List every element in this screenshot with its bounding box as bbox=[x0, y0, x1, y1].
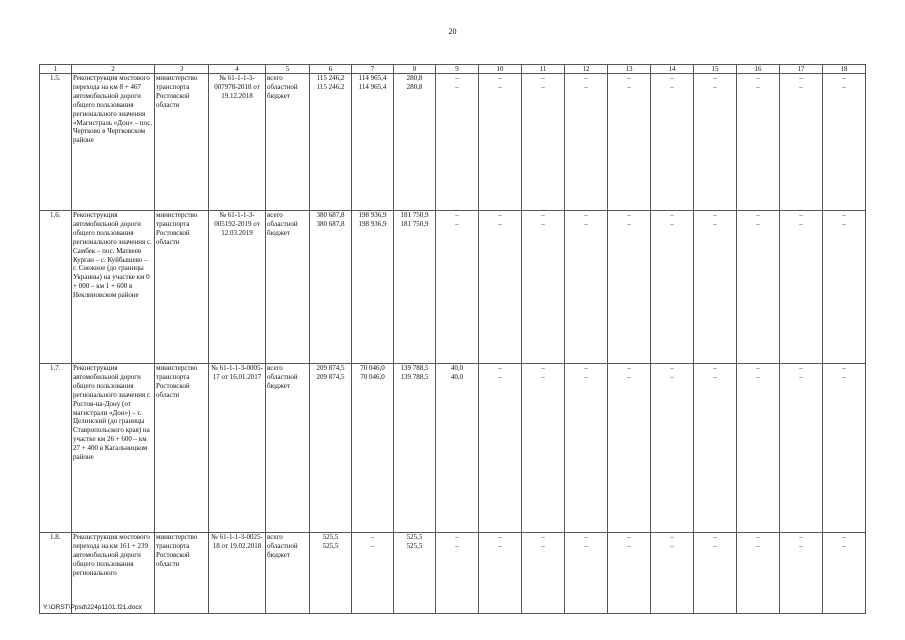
amount-cell-c7 bbox=[352, 211, 394, 364]
cell-value: областной бюджет bbox=[267, 372, 298, 390]
organization-cell: министерство транспорта Ростовской области bbox=[155, 364, 209, 533]
cell-value: – bbox=[498, 533, 502, 541]
cell-value: 380 687,8 bbox=[316, 211, 345, 219]
funding-source-cell bbox=[266, 211, 310, 364]
amount-cell-c7 bbox=[352, 74, 394, 211]
cell-value: – bbox=[670, 541, 674, 550]
cell-value: 70 046,0 bbox=[360, 364, 385, 372]
amount-cell-c8 bbox=[394, 533, 436, 614]
amount-cell-c15 bbox=[694, 211, 737, 364]
amount-cell-c14 bbox=[651, 74, 694, 211]
amount-cell-c9 bbox=[436, 74, 479, 211]
cell-value: – bbox=[541, 533, 545, 541]
cell-value: – bbox=[584, 82, 588, 91]
amount-cell-c13 bbox=[608, 211, 651, 364]
cell-value: – bbox=[584, 211, 588, 219]
cell-value: – bbox=[713, 211, 717, 219]
amount-cell-c13 bbox=[608, 74, 651, 211]
column-header-18: 18 bbox=[823, 65, 866, 74]
table-row bbox=[40, 364, 866, 533]
column-number-row bbox=[40, 65, 866, 74]
cell-value: 209 874,5 bbox=[316, 372, 345, 381]
cell-value: – bbox=[498, 82, 502, 91]
amount-cell-c9 bbox=[436, 364, 479, 533]
object-name-cell: Реконструкция мостового перехода на км 161 + 239 автомобильной дороги общего пользования регионального bbox=[72, 533, 155, 614]
cell-value: – bbox=[584, 74, 588, 82]
cell-value: 280,8 bbox=[406, 82, 423, 91]
cell-value: – bbox=[842, 372, 846, 381]
cell-value: всего bbox=[267, 364, 283, 372]
cell-value: 181 750,9 bbox=[400, 219, 429, 228]
cell-value: – bbox=[713, 372, 717, 381]
cell-value: 181 750,9 bbox=[400, 211, 429, 219]
cell-value: – bbox=[842, 211, 846, 219]
column-header-16: 16 bbox=[737, 65, 780, 74]
amount-cell-c12 bbox=[565, 74, 608, 211]
amount-cell-c9 bbox=[436, 533, 479, 614]
cell-value: – bbox=[756, 211, 760, 219]
cell-value: – bbox=[842, 82, 846, 91]
amount-cell-c6 bbox=[310, 211, 352, 364]
cell-value: – bbox=[627, 541, 631, 550]
object-name-cell: Реконструкция мостового перехода на км 8 + 467 автомобильной дороги общего пользования регионального значения «Магистраль «Дон» – пос. Чертково в Чертковском районе bbox=[72, 74, 155, 211]
amount-cell-c17 bbox=[780, 74, 823, 211]
cell-value: – bbox=[455, 533, 459, 541]
column-header-7: 7 bbox=[352, 65, 394, 74]
cell-value: – bbox=[756, 74, 760, 82]
amount-cell-c17 bbox=[780, 364, 823, 533]
amount-cell-c15 bbox=[694, 533, 737, 614]
column-header-5: 5 bbox=[266, 65, 310, 74]
cell-value: – bbox=[627, 74, 631, 82]
amount-cell-c15 bbox=[694, 364, 737, 533]
cell-value: – bbox=[370, 533, 375, 541]
cell-value: – bbox=[455, 82, 459, 91]
cell-value: – bbox=[756, 541, 760, 550]
cell-value: – bbox=[455, 211, 459, 219]
cell-value: 115 246,2 bbox=[316, 74, 345, 82]
cell-value: – bbox=[713, 82, 717, 91]
amount-cell-c7 bbox=[352, 533, 394, 614]
column-header-8: 8 bbox=[394, 65, 436, 74]
column-header-13: 13 bbox=[608, 65, 651, 74]
organization-cell: министерство транспорта Ростовской области bbox=[155, 74, 209, 211]
amount-cell-c8 bbox=[394, 211, 436, 364]
table-row bbox=[40, 533, 866, 614]
amount-cell-c11 bbox=[522, 364, 565, 533]
amount-cell-c18 bbox=[823, 74, 866, 211]
column-header-4: 4 bbox=[209, 65, 266, 74]
cell-value: – bbox=[799, 372, 803, 381]
amount-cell-c14 bbox=[651, 211, 694, 364]
amount-cell-c11 bbox=[522, 533, 565, 614]
cell-value: – bbox=[498, 364, 502, 372]
cell-value: 198 936,9 bbox=[358, 211, 387, 219]
cell-value: – bbox=[670, 533, 674, 541]
cell-value: – bbox=[584, 364, 588, 372]
column-header-1: 1 bbox=[40, 65, 72, 74]
cell-value: – bbox=[799, 211, 803, 219]
funding-source-cell bbox=[266, 74, 310, 211]
amount-cell-c6 bbox=[310, 74, 352, 211]
cell-value: всего bbox=[267, 74, 283, 82]
organization-cell: министерство транспорта Ростовской области bbox=[155, 533, 209, 614]
cell-value: – bbox=[541, 541, 545, 550]
cell-value: 139 788,5 bbox=[400, 372, 429, 381]
column-header-10: 10 bbox=[479, 65, 522, 74]
amount-cell-c16 bbox=[737, 533, 780, 614]
cell-value: – bbox=[670, 372, 674, 381]
column-header-2: 2 bbox=[72, 65, 155, 74]
amount-cell-c10 bbox=[479, 74, 522, 211]
cell-value: 40,0 bbox=[450, 364, 464, 372]
column-header-17: 17 bbox=[780, 65, 823, 74]
amount-cell-c6 bbox=[310, 533, 352, 614]
cell-value: – bbox=[670, 219, 674, 228]
amount-cell-c15 bbox=[694, 74, 737, 211]
amount-cell-c9 bbox=[436, 211, 479, 364]
cell-value: – bbox=[670, 364, 674, 372]
cell-value: – bbox=[799, 541, 803, 550]
amount-cell-c12 bbox=[565, 211, 608, 364]
cell-value: – bbox=[627, 533, 631, 541]
file-path-footer: Y:\ORST\Ppsd\224p1101.f21.docx bbox=[43, 604, 142, 611]
funding-source-cell bbox=[266, 533, 310, 614]
document-number-cell: № 61-1-1-3-007978-2018 от 19.12.2018 bbox=[209, 74, 266, 211]
object-name-cell: Реконструкция автомобильной дороги общего пользования регионального значения с. Самбек – пос. Матвеев Курган – с. Куйбышево – г. Снежное (до границы Украины) на участке км 0 + 000 – км 1 + 600 в Неклиновском районе bbox=[72, 211, 155, 364]
cell-value: – bbox=[584, 533, 588, 541]
cell-value: – bbox=[799, 533, 803, 541]
row-number-cell: 1.5. bbox=[40, 74, 72, 211]
amount-cell-c11 bbox=[522, 211, 565, 364]
cell-value: – bbox=[670, 74, 674, 82]
cell-value: 114 965,4 bbox=[358, 74, 387, 82]
amount-cell-c10 bbox=[479, 211, 522, 364]
cell-value: 525,5 bbox=[322, 541, 339, 550]
amount-cell-c7 bbox=[352, 364, 394, 533]
cell-value: – bbox=[799, 74, 803, 82]
table-row bbox=[40, 211, 866, 364]
cell-value: – bbox=[584, 219, 588, 228]
cell-value: областной бюджет bbox=[267, 541, 298, 559]
cell-value: – bbox=[541, 364, 545, 372]
amount-cell-c18 bbox=[823, 533, 866, 614]
amount-cell-c18 bbox=[823, 211, 866, 364]
table-row bbox=[40, 74, 866, 211]
cell-value: 70 046,0 bbox=[360, 372, 385, 381]
cell-value: – bbox=[541, 82, 545, 91]
cell-value: – bbox=[842, 541, 846, 550]
document-number-cell: № 61-1-1-3-0005-17 от 16.01.2017 bbox=[209, 364, 266, 533]
cell-value: 209 874,5 bbox=[316, 364, 345, 372]
cell-value: – bbox=[713, 541, 717, 550]
cell-value: 114 965,4 bbox=[358, 82, 387, 91]
cell-value: – bbox=[756, 533, 760, 541]
cell-value: областной бюджет bbox=[267, 82, 298, 100]
cell-value: 280,8 bbox=[406, 74, 423, 82]
cell-value: – bbox=[713, 533, 717, 541]
cell-value: – bbox=[670, 211, 674, 219]
cell-value: – bbox=[627, 364, 631, 372]
cell-value: – bbox=[756, 82, 760, 91]
cell-value: – bbox=[799, 82, 803, 91]
organization-cell: министерство транспорта Ростовской области bbox=[155, 211, 209, 364]
cell-value: 139 788,5 bbox=[400, 364, 429, 372]
cell-value: – bbox=[756, 364, 760, 372]
cell-value: – bbox=[498, 211, 502, 219]
cell-value: – bbox=[627, 372, 631, 381]
cell-value: 380 687,8 bbox=[316, 219, 345, 228]
row-number-cell: 1.6. bbox=[40, 211, 72, 364]
cell-value: всего bbox=[267, 211, 283, 219]
cell-value: – bbox=[541, 372, 545, 381]
cell-value: – bbox=[842, 533, 846, 541]
cell-value: 40,0 bbox=[450, 372, 464, 381]
cell-value: – bbox=[627, 211, 631, 219]
cell-value: 198 936,9 bbox=[358, 219, 387, 228]
cell-value: – bbox=[584, 541, 588, 550]
cell-value: – bbox=[498, 541, 502, 550]
column-header-9: 9 bbox=[436, 65, 479, 74]
amount-cell-c16 bbox=[737, 211, 780, 364]
cell-value: – bbox=[455, 74, 459, 82]
cell-value: – bbox=[541, 74, 545, 82]
document-number-cell: № 61-1-1-3-0025-18 от 19.02.2018 bbox=[209, 533, 266, 614]
cell-value: – bbox=[455, 541, 459, 550]
amount-cell-c12 bbox=[565, 364, 608, 533]
amount-cell-c14 bbox=[651, 364, 694, 533]
amount-cell-c10 bbox=[479, 364, 522, 533]
amount-cell-c8 bbox=[394, 74, 436, 211]
cell-value: – bbox=[842, 74, 846, 82]
cell-value: – bbox=[584, 372, 588, 381]
amount-cell-c6 bbox=[310, 364, 352, 533]
amount-cell-c16 bbox=[737, 74, 780, 211]
cell-value: – bbox=[498, 372, 502, 381]
cell-value: – bbox=[670, 82, 674, 91]
cell-value: – bbox=[799, 364, 803, 372]
amount-cell-c16 bbox=[737, 364, 780, 533]
amount-cell-c10 bbox=[479, 533, 522, 614]
cell-value: – bbox=[498, 219, 502, 228]
amount-cell-c18 bbox=[823, 364, 866, 533]
column-header-6: 6 bbox=[310, 65, 352, 74]
cell-value: – bbox=[455, 219, 459, 228]
amount-cell-c12 bbox=[565, 533, 608, 614]
amount-cell-c11 bbox=[522, 74, 565, 211]
column-header-3: 3 bbox=[155, 65, 209, 74]
cell-value: всего bbox=[267, 533, 283, 541]
funding-source-cell bbox=[266, 364, 310, 533]
cell-value: – bbox=[799, 219, 803, 228]
cell-value: 525,5 bbox=[406, 541, 423, 550]
amount-cell-c17 bbox=[780, 211, 823, 364]
cell-value: – bbox=[842, 219, 846, 228]
row-number-cell: 1.7. bbox=[40, 364, 72, 533]
amount-cell-c14 bbox=[651, 533, 694, 614]
cell-value: – bbox=[713, 74, 717, 82]
cell-value: – bbox=[627, 219, 631, 228]
cell-value: – bbox=[541, 211, 545, 219]
cell-value: – bbox=[713, 219, 717, 228]
cell-value: – bbox=[756, 372, 760, 381]
cell-value: – bbox=[713, 364, 717, 372]
cell-value: областной бюджет bbox=[267, 219, 298, 237]
amount-cell-c13 bbox=[608, 533, 651, 614]
page-number: 20 bbox=[448, 27, 457, 36]
column-header-11: 11 bbox=[522, 65, 565, 74]
amount-cell-c17 bbox=[780, 533, 823, 614]
column-header-15: 15 bbox=[694, 65, 737, 74]
cell-value: – bbox=[842, 364, 846, 372]
cell-value: 525,5 bbox=[322, 533, 339, 541]
column-header-14: 14 bbox=[651, 65, 694, 74]
amount-cell-c8 bbox=[394, 364, 436, 533]
document-number-cell: № 61-1-1-3-005192-2019 от 12.03.2019 bbox=[209, 211, 266, 364]
cell-value: – bbox=[627, 82, 631, 91]
object-name-cell: Реконструкция автомобильной дороги общего пользования регионального значения г. Ростов-на-Дону (от магистрали «Дон») – г. Целинский (до границы Ставропольского края) на участке км 26 + 600 – км 27 + 400 в Кагальницком районе bbox=[72, 364, 155, 533]
cell-value: – bbox=[498, 74, 502, 82]
budget-table bbox=[39, 64, 866, 614]
cell-value: 115 246,2 bbox=[316, 82, 345, 91]
row-number-cell: 1.8. bbox=[40, 533, 72, 614]
cell-value: 525,5 bbox=[406, 533, 423, 541]
amount-cell-c13 bbox=[608, 364, 651, 533]
cell-value: – bbox=[370, 541, 375, 550]
cell-value: – bbox=[541, 219, 545, 228]
cell-value: – bbox=[756, 219, 760, 228]
column-header-12: 12 bbox=[565, 65, 608, 74]
